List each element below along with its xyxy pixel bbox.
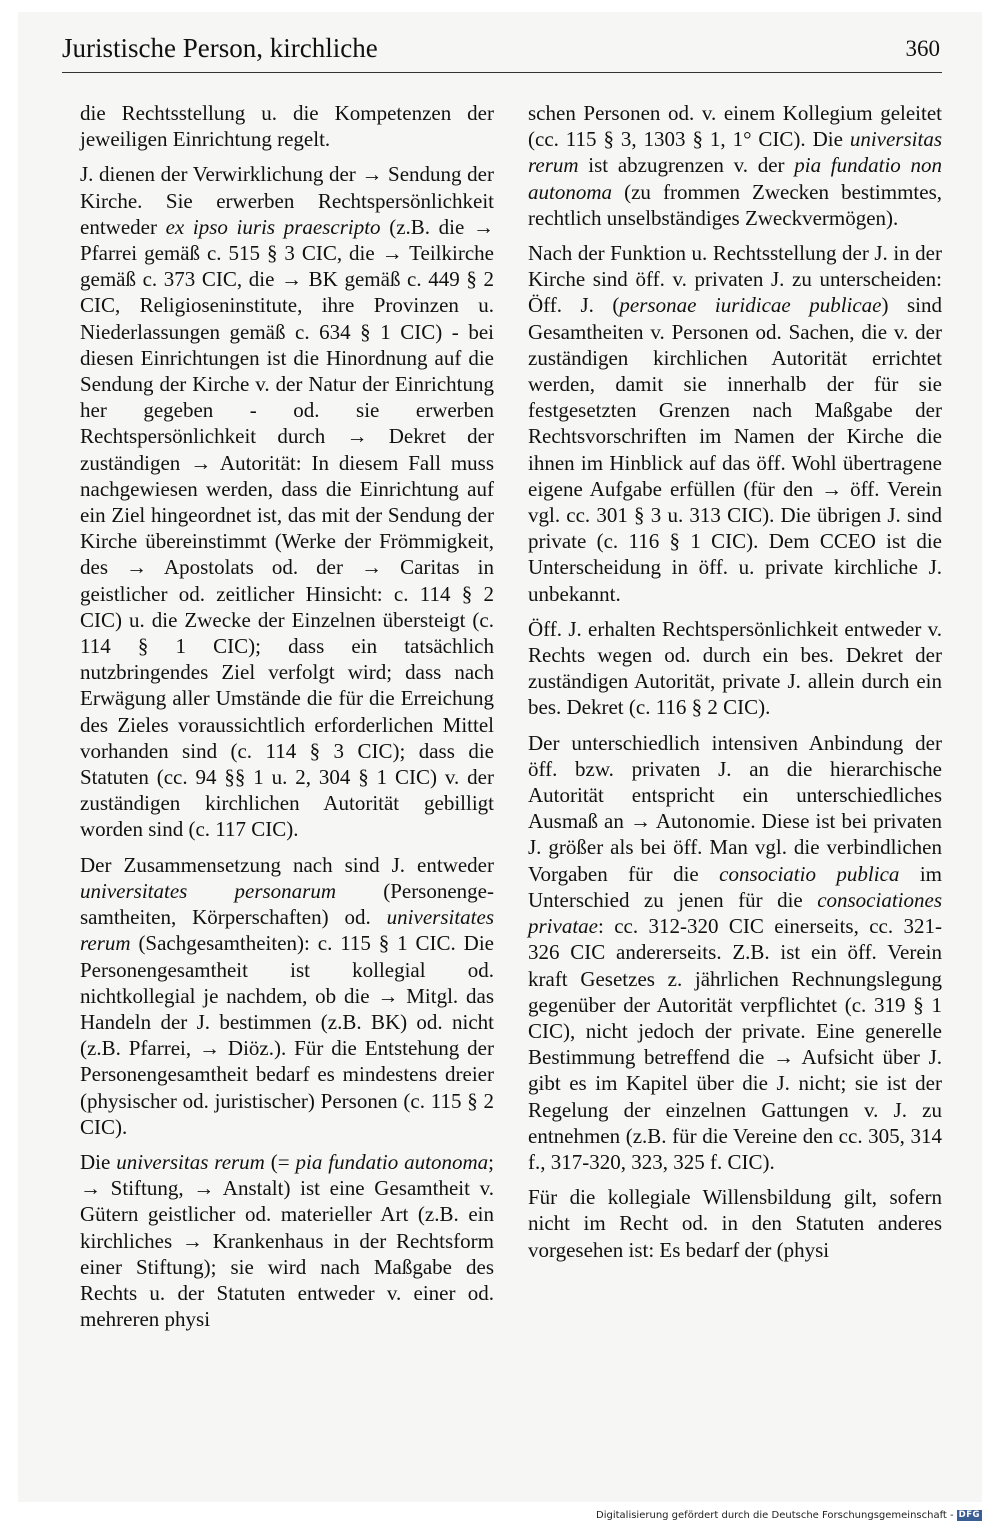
paragraph: J. dienen der Verwirklichung der → Sendung der Kirche. Sie erwerben Rechtspersönlichkeit entweder ex ipso iuris praescripto (z.B. die → Pfarrei gemäß c. 515 § 3 CIC, die → Teilkirche gemäß c. 373 CIC, die → BK gemäß c. 449 § 2 CIC, Religioseninstitute, ihre Provinzen u. Niederlassungen gemäß c. 634 § 1 CIC) - bei diesen Einrichtungen ist die Hinordnung auf die Sendung der Kirche v. der Natur der Einrichtung her gegeben - od. sie erwerben Rechtspersönlichkeit durch → Dekret der zuständigen → Autorität: In diesem Fall muss nachgewiesen werden, dass die Einrichtung auf ein Ziel hingeordnet ist, das mit der Sendung der Kirche übereinstimmt (Werke der Frömmigkeit, des → Apostolats od. der → Caritas in geistlicher od. zeitlicher Hinsicht: c. 114 § 2 CIC) u. die Zwecke der Einzelnen übersteigt (c. 114 § 1 CIC); dass ein tatsächlich nutzbringendes Ziel verfolgt wird; dass nach Erwägung aller Umstände die für die Erreichung des Zieles voraussichtlich erforderlichen Mittel vorhanden sind (c. 114 § 3 CIC); dass die Statuten (cc. 94 §§ 1 u. 2, 304 § 1 CIC) v. der zuständigen kirchlichen Autorität gebilligt worden sind (c. 117 CIC). — [80, 162, 494, 842]
page-number: 360 — [905, 36, 940, 61]
paragraph: Nach der Funktion u. Rechtsstellung der J. in der Kirche sind öff. v. privaten J. zu unterscheiden: Öff. J. (personae iuridicae publicae) sind Gesamtheiten v. Personen od. Sachen, die v. der zuständigen kirchlichen Autorität errichtet werden, damit sie innerhalb der für sie festgesetzten Grenzen nach Maßgabe der Rechtsvorschriften im Namen der Kirche die ihnen im Hinblick auf das öff. Wohl übertragene eigene Aufgabe erfüllen (für den → öff. Verein vgl. cc. 301 § 3 u. 313 CIC). Die übrigen J. sind private (c. 116 § 1 CIC). Dem CCEO ist die Unterscheidung in öff. u. private kirchliche J. unbekannt. — [528, 241, 942, 606]
paragraph: Die universitas rerum (= pia fundatio autonoma; → Stiftung, → Anstalt) ist eine Gesamtheit v. Gütern geistlicher od. materieller Art (z.B. ein kirchliches → Krankenhaus in der Rechtsform einer Stiftung); sie wird nach Maßgabe des Rechts u. der Statuten entweder v. einer od. mehreren physi — [80, 1149, 495, 1332]
running-header — [62, 30, 942, 73]
digitization-credit — [596, 1508, 982, 1524]
paragraph: die Rechtsstellung u. die Kompetenzen der jeweiligen Einrichtung regelt. — [80, 101, 494, 152]
page-title: Juristische Person, kirchliche — [62, 33, 378, 63]
dfg-logo: DFG — [958, 1509, 980, 1520]
paragraph: schen Personen od. v. einem Kollegium geleitet (cc. 115 § 3, 1303 § 1, 1° CIC). Die universitas rerum ist abzugrenzen v. der pia fundatio non autonoma (zu frommen Zwecken bestimmtes, rechtlich unselbständiges Zweckvermögen). — [528, 101, 943, 230]
paragraph: Für die kollegiale Willensbildung gilt, sofern nicht im Recht od. in den Statuten anderes vorgesehen ist: Es bedarf der (physi — [528, 1185, 942, 1262]
left-column — [80, 100, 494, 1341]
credit-text: Digitalisierung gefördert durch die Deutsche Forschungsgemeinschaft - — [596, 1510, 954, 1521]
right-column — [528, 100, 942, 1272]
paragraph: Öff. J. erhalten Rechtspersönlichkeit entweder v. Rechts wegen od. durch ein bes. Dekret der zuständigen Autorität, private J. allein durch ein bes. Dekret (c. 116 § 2 CIC). — [528, 616, 942, 720]
paragraph: Der unterschiedlich intensiven Anbindung der öff. bzw. privaten J. an die hierarchische Autorität entspricht ein unterschiedliches Ausmaß an → Autonomie. Diese ist bei privaten J. größer als bei öff. Man vgl. die verbindlichen Vorgaben für die consociatio publica im Unterschied zu jenen für die consociationes privatae: cc. 312-320 CIC einerseits, cc. 321-326 CIC andererseits. Z.B. ist ein öff. Verein kraft Gesetzes z. jährlichen Rechnungslegung gegenüber der Autorität verpflichtet (c. 319 § 1 CIC), nicht jedoch der private. Eine generelle Bestimmung betreffend die → Aufsicht über J. gibt es im Kapitel über die J. nicht; sie ist der Regelung der einzelnen Gattungen v. J. zu entnehmen (z.B. für die Vereine den cc. 305, 314 f., 317-320, 323, 325 f. CIC). — [528, 730, 943, 1174]
paragraph: Der Zusammensetzung nach sind J. entweder universitates personarum (Personengesamtheiten, Körperschaften) od. universitates rerum (Sachgesamtheiten): c. 115 § 1 CIC. Die Personengesamtheit ist kollegial od. nichtkollegial je nachdem, ob die → Mitgl. das Handeln der J. bestimmen (z.B. BK) od. nicht (z.B. Pfarrei, → Diöz.). Für die Entstehung der Personengesamtheit bedarf es mindestens dreier (physischer od. juristischer) Personen (c. 115 § 2 CIC). — [80, 852, 494, 1139]
